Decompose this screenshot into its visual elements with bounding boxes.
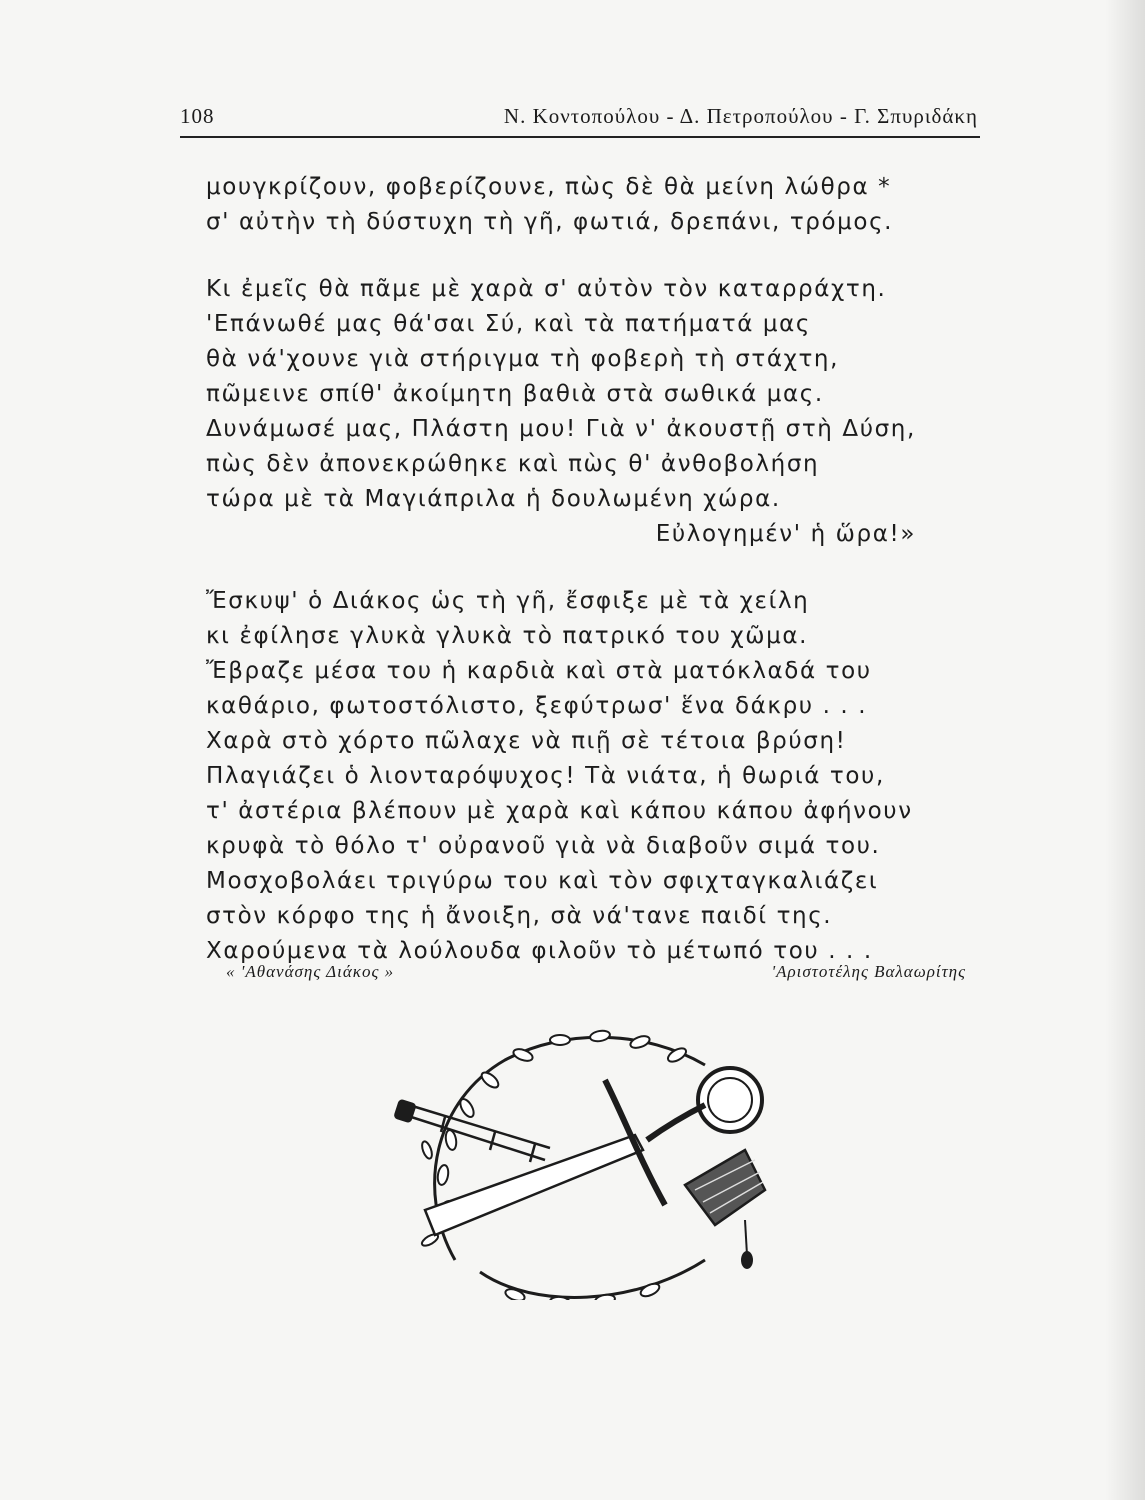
poem-line: μουγκρίζουν, φοβερίζουνε, πὼς δὲ θὰ μείνη λώθρα * <box>206 174 892 200</box>
poem-line: θὰ νά'χουνε γιὰ στήριγμα τὴ φοβερὴ τὴ στάχτη, <box>206 346 840 372</box>
page-header <box>180 100 980 132</box>
stanza-gap <box>206 552 966 584</box>
poem-line: καθάριο, φωτοστόλιστο, ξεφύτρωσ' ἕνα δάκρυ . . . <box>206 693 868 719</box>
poem-line: Ἔσκυψ' ὁ Διάκος ὡς τὴ γῆ, ἔσφιξε μὲ τὰ χείλη <box>206 588 810 614</box>
header-rule <box>180 136 980 138</box>
poem-line: Κι ἐμεῖς θὰ πᾶμε μὲ χαρὰ σ' αὐτὸν τὸν καταρράχτη. <box>206 276 887 302</box>
poem-line: στὸν κόρφο της ἡ ἄνοιξη, σὰ νά'τανε παιδί της. <box>206 903 833 929</box>
footer-references <box>226 962 966 992</box>
poem-text <box>206 170 966 969</box>
poem-line: πῶμεινε σπίθ' ἀκοίμητη βαθιὰ στὰ σωθικά μας. <box>206 381 824 407</box>
poem-line: Δυνάμωσέ μας, Πλάστη μου! Γιὰ ν' ἀκουστῇ στὴ Δύση, <box>206 416 916 442</box>
poem-line: τ' ἀστέρια βλέπουν μὲ χαρὰ καὶ κάπου κάπου ἀφήνουν <box>206 798 913 824</box>
source-reference: « 'Αθανάσης Διάκος » <box>226 962 395 981</box>
poem-line: Χαρούμενα τὰ λούλουδα φιλοῦν τὸ μέτωπό του . . . <box>206 938 873 964</box>
running-title: Ν. Κοντοπούλου - Δ. Πετροπούλου - Γ. Σπυριδάκη <box>503 104 978 128</box>
poem-line: Χαρὰ στὸ χόρτο πῶλαχε νὰ πιῇ σὲ τέτοια βρύση! <box>206 728 847 754</box>
poem-line: κρυφὰ τὸ θόλο τ' οὐρανοῦ γιὰ νὰ διαβοῦν σιμά του. <box>206 833 881 859</box>
laurel-sword-emblem-icon <box>385 1010 805 1300</box>
poem-line: κι ἐφίλησε γλυκὰ γλυκὰ τὸ πατρικό του χῶμα. <box>206 623 809 649</box>
page-edge-shadow <box>1105 0 1145 1500</box>
poem-line: τώρα μὲ τὰ Μαγιάπριλα ἡ δουλωμένη χώρα. <box>206 486 781 512</box>
poem-line: Ἔβραζε μέσα του ἡ καρδιὰ καὶ στὰ ματόκλαδά του <box>206 658 872 684</box>
poem-line: Πλαγιάζει ὁ λιονταρόψυχος! Τὰ νιάτα, ἡ θωριά του, <box>206 763 885 789</box>
poem-line: 'Επάνωθέ μας θά'σαι Σύ, καὶ τὰ πατήματά μας <box>206 311 812 337</box>
poem-line: σ' αὐτὴν τὴ δύστυχη τὴ γῆ, φωτιά, δρεπάνι, τρόμος. <box>206 209 894 235</box>
closing-line: Εὐλογημέν' ἡ ὥρα!» <box>655 521 916 547</box>
stanza-gap <box>206 240 966 272</box>
poem-line: Μοσχοβολάει τριγύρω του καὶ τὸν σφιχταγκαλιάζει <box>206 868 879 894</box>
author-reference: 'Αριστοτέλης Βαλαωρίτης <box>771 962 966 981</box>
poem-line: πὼς δὲν ἀπονεκρώθηκε καὶ πὼς θ' ἀνθοβολήση <box>206 451 820 477</box>
page-number: 108 <box>180 104 215 128</box>
